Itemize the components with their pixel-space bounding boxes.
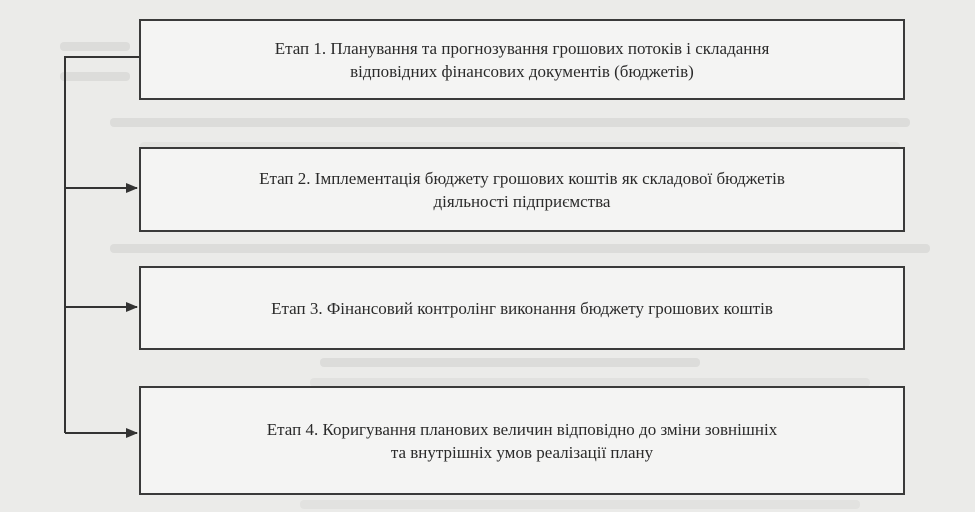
stage-4-line-1: Етап 4. Коригування планових величин відповідно до зміни зовнішніх (266, 419, 778, 439)
stage-1-line-2: відповідних фінансових документів (бюджетів) (350, 61, 694, 81)
stage-2-line-1: Етап 2. Імплементація бюджету грошових коштів як складової бюджетів (259, 168, 785, 188)
stage-2-box (139, 147, 905, 232)
stage-4-line-2: та внутрішніх умов реалізації плану (390, 442, 654, 462)
stage-1-box (139, 19, 905, 100)
stage-4-text (267, 418, 777, 464)
stage-2-text (259, 167, 785, 213)
stage-1-text (275, 37, 770, 83)
stage-3-box (139, 266, 905, 350)
stage-3-line-1: Етап 3. Фінансовий контролінг виконання бюджету грошових коштів (271, 298, 773, 318)
stage-2-line-2: діяльності підприємства (433, 191, 611, 211)
stage-3-text (271, 297, 773, 320)
stage-1-line-1: Етап 1. Планування та прогнозування грошових потоків і складання (274, 38, 770, 58)
stage-4-box (139, 386, 905, 495)
